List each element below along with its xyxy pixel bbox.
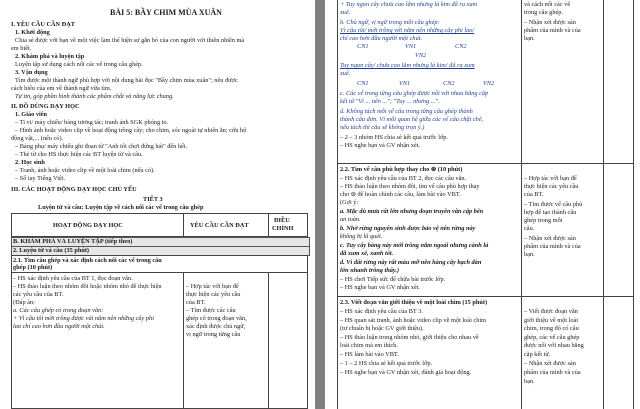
- lesson-title: BÀI 5: BẦY CHIM MÙA XUÂN: [110, 8, 222, 17]
- answer-line: kết từ "Vì ... nên ..."; "Tuy ... nhưng ...".: [340, 98, 440, 105]
- section-label: B. KHÁM PHÁ VÀ LUYỆN TẬP (tiếp theo): [13, 238, 133, 245]
- grammar-label: CN2: [443, 80, 455, 87]
- requirement-line: ghép trong mỗi: [524, 217, 563, 224]
- text-line: – 1 – 2 HS chia sẻ kết quả trước lớp.: [340, 360, 433, 367]
- document-page-2: [325, 0, 640, 409]
- text-line: – HS xác định yêu cầu của BT 1, đọc đoạn văn.: [13, 275, 133, 282]
- answer-line: c. Các vế trong từng câu ghép được nối với nhau bằng cặp: [340, 90, 489, 97]
- requirement-line: ghép, các vế câu ghép: [524, 334, 580, 341]
- requirement-line: bạn.: [524, 378, 535, 385]
- answer-line: a. Mặc dù mưa rất lớn nhưng đoạn truyền vẫn cập bến: [340, 208, 484, 215]
- requirement-line: xác định được chủ ngữ,: [186, 323, 246, 330]
- requirement-line: – Tìm được các câu: [186, 307, 236, 314]
- text-line: (Gợi ý:: [340, 199, 359, 206]
- answer-line: đã xum xê, xanh tốt.: [340, 250, 394, 257]
- text-line: động vật,... (nếu có).: [11, 135, 64, 142]
- requirement-line: giới thiệu về một loài: [524, 317, 579, 324]
- heading-1: I. YÊU CẦU CẦN ĐẠT: [11, 21, 75, 28]
- text-line: lao chỉ cao hơn đầu người một chút.: [13, 323, 105, 330]
- requirement-line: phẩm của mình và của: [524, 27, 581, 34]
- subheading: 1. Khởi động: [15, 29, 50, 36]
- text-line: – Sổ tay Tiếng Việt.: [15, 175, 66, 182]
- requirement-line: – Nhận xét được sản: [524, 235, 576, 242]
- requirement-line: – Nhận xét được sản: [524, 360, 576, 367]
- grammar-label: VN1: [405, 43, 417, 50]
- subheading: 2. Khám phá và luyện tập: [15, 53, 85, 60]
- requirement-line: – Hợp tác với bạn để: [524, 175, 577, 182]
- text-line: – HS xác định yêu cầu của BT 2, đọc các câu văn.: [340, 175, 467, 182]
- requirement-line: – Viết được đoạn văn: [524, 308, 578, 315]
- text-line: các yêu cầu của BT.: [13, 291, 64, 298]
- lesson-subtitle: Luyện từ và câu: Luyện tập về cách nối các vế trong câu ghép: [38, 204, 204, 211]
- requirement-line: của BT.: [524, 191, 544, 198]
- answer-line: không bị lũ quét.: [340, 233, 383, 240]
- text-line: – Ti vi/ máy chiếu/ bảng tương tác; tranh ảnh SGK phóng to.: [15, 119, 169, 126]
- text-line: – HS quan sát tranh, ảnh hoặc video clip về một loài chim: [340, 317, 487, 324]
- requirement-line: ghép có trong đoạn văn,: [186, 315, 247, 322]
- grammar-label: CN2: [455, 43, 467, 50]
- grammar-label: VN2: [415, 52, 427, 59]
- text-line: – HS thảo luận trong nhóm nhỏ, giới thiệu cho nhau về: [340, 334, 479, 341]
- text-line: Tìm được một thành ngữ phù hợp với nội dung bài đọc "Bầy chim mùa xuân"; nêu được: [15, 77, 238, 84]
- text-line: – HS làm bài vào VBT.: [340, 351, 399, 358]
- subheading: 3. Vận dụng: [15, 69, 48, 76]
- requirement-line: bạn.: [524, 35, 535, 42]
- requirement-line: – Nhận xét được sản: [524, 19, 576, 26]
- grammar-label: VN2: [483, 80, 495, 87]
- requirement-line: chim, trong đó có câu: [524, 325, 579, 332]
- requirement-line: hợp để tạo thành câu: [524, 209, 577, 216]
- answer-line: xuê.: [340, 9, 351, 16]
- answer-line: b. Chủ ngữ, vị ngữ trong mỗi câu ghép:: [340, 19, 440, 26]
- activity-title: 2.3. Viết đoạn văn giới thiệu về một loài chim (15 phút): [340, 299, 488, 306]
- text-line: – Tranh, ảnh hoặc video clip về một loài chim (nếu có).: [15, 167, 155, 174]
- requirement-line: phẩm của mình và của: [524, 369, 581, 376]
- subheading: 2. Học sinh: [15, 159, 45, 166]
- answer-line: thành câu đơn. Vì mỗi quan hệ giữa các vế câu chặt chẽ,: [340, 116, 484, 123]
- text-line: (Đáp án:: [13, 299, 35, 306]
- answer-line: lớn nhanh trông thấy.): [340, 267, 400, 274]
- requirement-line: được nối với nhau bằng: [524, 342, 584, 349]
- column-header-adjust: ĐIỀU: [274, 217, 290, 224]
- text-line: cho ⊛ để hoàn chỉnh các câu, làm bài vào VBT.: [340, 191, 461, 198]
- text-line: Tự tin, góp phần hình thành các phẩm chất và năng lực chung.: [15, 93, 174, 100]
- text-line: – Hình ảnh hoặc video clip về hoạt động trồng cây; cho chim, sóc ngoài tự nhiên ăn; cứu hộ: [15, 127, 247, 134]
- heading-3: III. CÁC HOẠT ĐỘNG DẠY HỌC CHỦ YẾU: [11, 186, 137, 193]
- answer-line: chỉ cao hơn đầu người một chút.: [340, 35, 423, 42]
- period-label: TIẾT 3: [143, 196, 163, 203]
- requirement-line: thực hiện các yêu cầu: [186, 291, 241, 298]
- text-line: – Thẻ từ cho HS thực hiện các BT luyện từ và câu.: [15, 151, 143, 158]
- answer-line: c. Tuy cây bàng này mới trồng năm ngoái nhưng cành lá: [340, 242, 489, 249]
- requirement-line: – Tìm được vế câu phù: [524, 201, 583, 208]
- answer-line: Tuy ngọn cây/ chưa cao lắm nhưng lá kim/ đã ra xum: [340, 62, 475, 69]
- text-line: – HS nghe bạn và GV nhận xét, đánh giá hoạt động.: [340, 369, 472, 376]
- text-line: – HS xác định yêu cầu của BT 3.: [340, 308, 423, 315]
- grammar-label: VN1: [399, 80, 411, 87]
- grammar-label: CN1: [357, 43, 369, 50]
- requirement-line: cặp kết từ.: [524, 351, 551, 358]
- requirement-line: vị ngữ trong từng câu: [186, 331, 241, 338]
- answer-line: xuê.: [340, 70, 351, 77]
- requirement-line: – Hợp tác với bạn để: [186, 283, 239, 290]
- requirement-line: câu.: [524, 225, 535, 232]
- column-header-activity: HOẠT ĐỘNG DẠY HỌC: [53, 222, 123, 229]
- text-line: cách hiểu của em về thành ngữ vừa tìm.: [11, 85, 112, 92]
- column-header-adjust: CHỈNH: [272, 225, 294, 232]
- text-line: – 2 – 3 nhóm HS chia sẻ kết quả trước lớp.: [340, 134, 449, 141]
- text-line: Luyện tập sử dụng cách nối các vế trong câu ghép.: [15, 61, 143, 68]
- activity-title: 2.1. Tìm câu ghép và xác định cách nối các vế trong câu: [13, 257, 162, 264]
- answer-line: Vì cậu tôi/ mới trồng với năm nên những cây phi lao/: [340, 27, 475, 34]
- requirement-line: bạn.: [524, 251, 535, 258]
- requirement-line: của BT.: [186, 299, 206, 306]
- text-line: (tư chuẩn bị hoặc GV giới thiệu).: [340, 325, 424, 332]
- text-line: – HS nghe bạn và GV nhận xét.: [340, 284, 420, 291]
- activity-title: ghép (10 phút): [13, 264, 53, 271]
- requirement-line: và cách nối các vế: [524, 1, 571, 8]
- requirement-line: phẩm của mình và của: [524, 243, 581, 250]
- text-line: Chia sẻ được với bạn về một việc làm thể hiện sự gắn bó của con người với thiên nhiên mà: [15, 37, 245, 44]
- text-line: – HS nghe bạn và GV nhận xét.: [340, 142, 420, 149]
- grammar-label: CN1: [357, 80, 369, 87]
- requirement-line: thực hiện các yêu cầu: [524, 183, 579, 190]
- answer-line: nếu tách thì câu sẽ không trọn ý.): [340, 124, 425, 131]
- text-line: loài chim mà em thích.: [340, 342, 398, 349]
- section-label: 2. Luyện từ và câu (35 phút): [13, 247, 90, 254]
- text-line: a. Các câu ghép có trong đoạn văn:: [13, 307, 104, 314]
- column-header-requirement: YÊU CẦU CẦN ĐẠT: [190, 222, 249, 229]
- answer-line: d. Vì đất rừng này rất màu mỡ nên hàng cây bạch đàn: [340, 259, 482, 266]
- text-line: em biết.: [11, 45, 32, 52]
- answer-line: + Tuy ngọn cây chưa cao lắm nhưng lá kim đã ra xum: [340, 1, 478, 8]
- text-line: – Bảng phụ/ máy chiếu ghi đoạn từ "Anh tôi chợt đứng hát" đến hết.: [15, 143, 188, 150]
- subheading: 1. Giáo viên: [15, 111, 48, 118]
- text-line: – HS thảo luận theo nhóm đôi, tìm vế câu phù hợp thay: [340, 183, 480, 190]
- answer-line: an toàn.: [340, 216, 361, 223]
- text-line: + Vì cậu tôi mới trồng được vài năm nên những cây phi: [13, 315, 154, 322]
- text-line: – HS thảo luận theo nhóm đôi hoặc nhóm nhỏ để thực hiện: [13, 283, 162, 290]
- document-page-1: [0, 0, 315, 409]
- answer-line: b. Nhờ rừng nguyên sinh được bảo vệ nên rừng này: [340, 225, 476, 232]
- text-line: – HS chơi Tiếp sức để chữa bài trước lớp.: [340, 276, 446, 283]
- activity-title: 2.2. Tìm vế câu phù hợp thay cho ⊛ (10 phút): [340, 166, 463, 173]
- heading-2: II. ĐỒ DÙNG DẠY HỌC: [11, 103, 80, 110]
- answer-line: d. Không tách mỗi vế câu trong từng câu ghép thành: [340, 108, 473, 115]
- requirement-line: trong câu ghép.: [524, 9, 563, 16]
